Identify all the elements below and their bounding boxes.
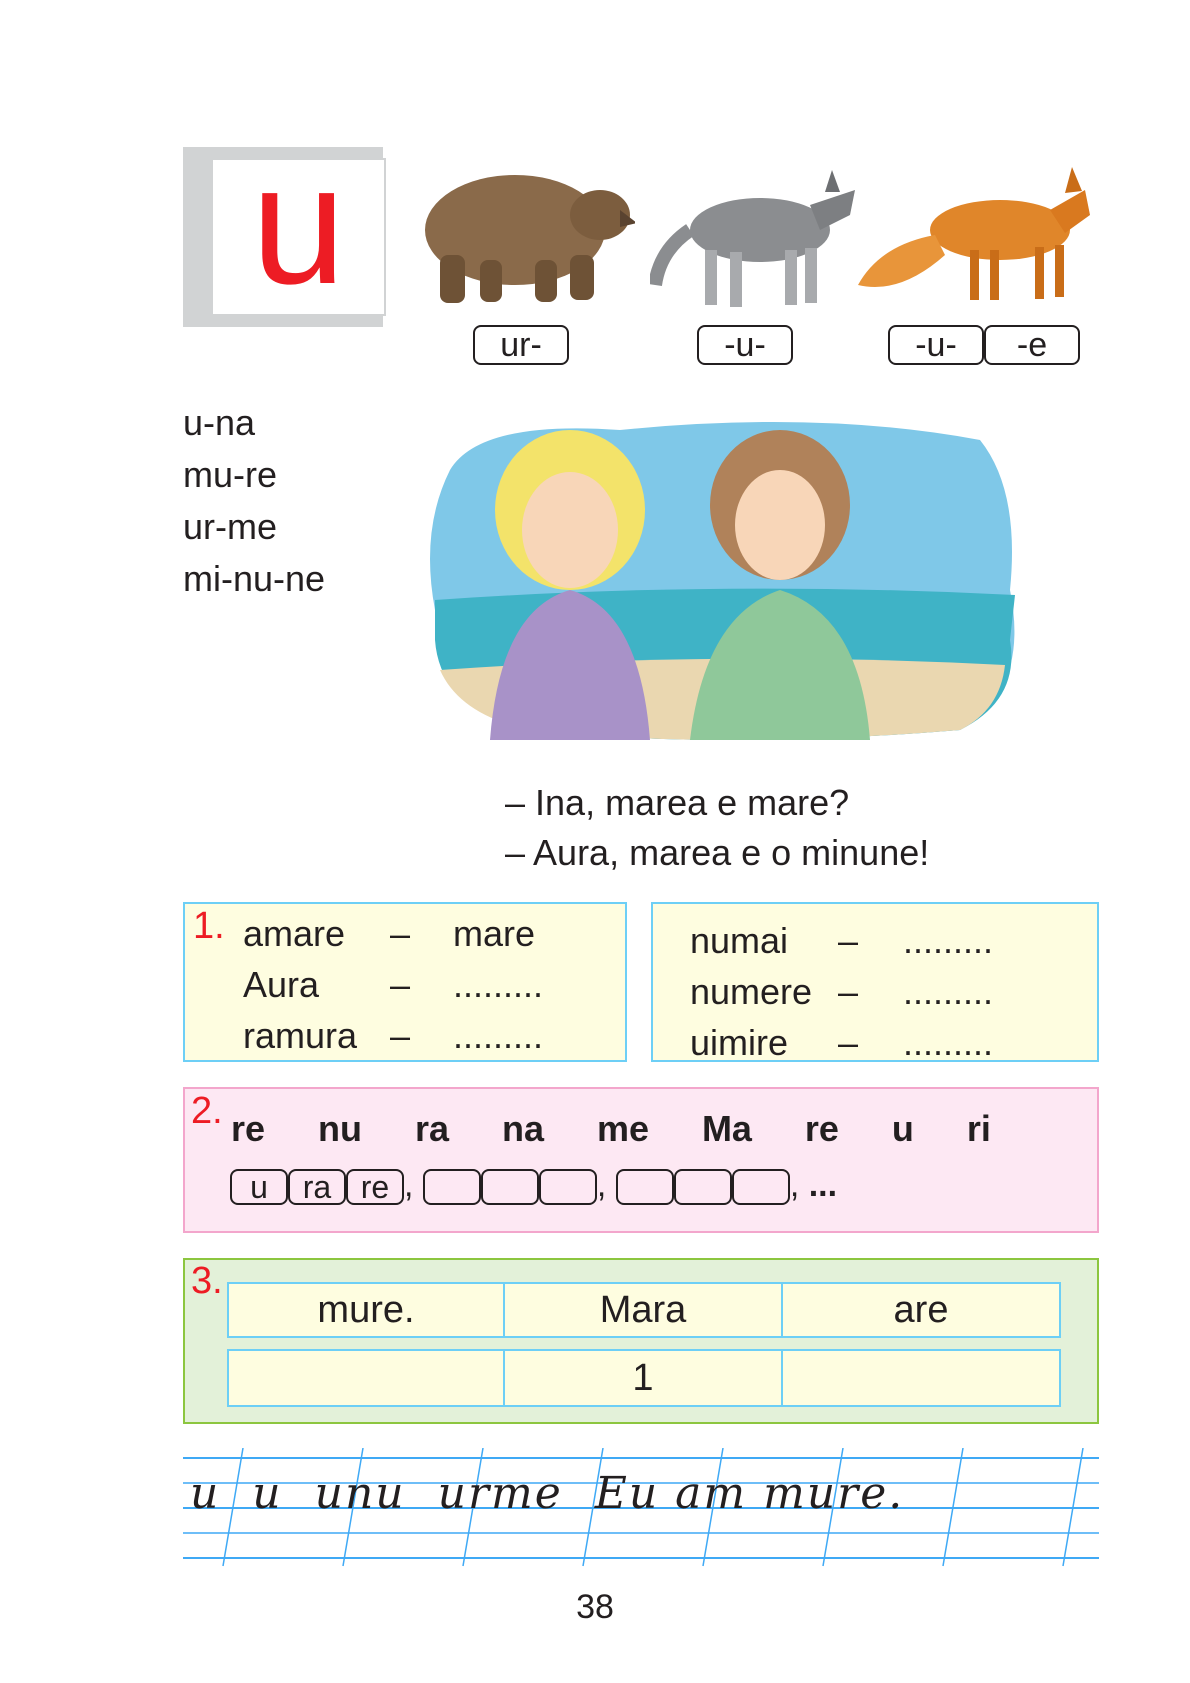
- syllable: re: [231, 1108, 266, 1149]
- ex1-dash: –: [390, 1015, 411, 1056]
- letter-u: u: [251, 130, 346, 320]
- bear-illustration: [415, 155, 635, 305]
- syllable: u: [891, 1108, 914, 1149]
- ex1-answer-blank: .........: [903, 1022, 994, 1063]
- page-number: 38: [576, 1588, 614, 1626]
- blank-slot[interactable]: [732, 1169, 790, 1205]
- ex1-answer-blank: .........: [903, 971, 994, 1012]
- word-building-row: [230, 1166, 837, 1205]
- dialog-line: – Ina, marea e mare?: [505, 782, 850, 823]
- ex1-dash: –: [838, 1022, 859, 1063]
- ex1-dash: –: [838, 920, 859, 961]
- ex1-word: ramura: [243, 1015, 358, 1056]
- fox-illustration: [850, 155, 1100, 305]
- fox-syllable-box-2: -e: [984, 325, 1080, 365]
- syllable: na: [501, 1108, 544, 1149]
- exercise-1-number: 1.: [193, 905, 225, 947]
- wolf-illustration: [650, 160, 860, 310]
- ex1-dash: –: [390, 964, 411, 1005]
- order-cell[interactable]: [781, 1349, 1061, 1407]
- word-cell: are: [781, 1282, 1061, 1338]
- ex1-answer-blank: .........: [453, 964, 544, 1005]
- syllable: ra: [414, 1108, 449, 1149]
- syllable: me: [596, 1108, 649, 1149]
- comma: ,: [596, 1166, 607, 1204]
- blank-slot[interactable]: [674, 1169, 732, 1205]
- comma: ,: [404, 1166, 414, 1204]
- ex1-dash: –: [838, 971, 859, 1012]
- ex1-word: numere: [690, 971, 813, 1012]
- syllable: Ma: [701, 1108, 752, 1149]
- blank-slot[interactable]: [481, 1169, 539, 1205]
- list-item: ur-me: [183, 506, 278, 547]
- list-item: mu-re: [183, 454, 278, 495]
- ex1-word: amare: [243, 913, 346, 954]
- blank-slot[interactable]: [539, 1169, 597, 1205]
- word-cell: Mara: [503, 1282, 783, 1338]
- exercise-2-number: 2.: [191, 1090, 223, 1132]
- ellipsis: ...: [808, 1166, 838, 1204]
- ex1-word: Aura: [243, 964, 320, 1005]
- order-cell[interactable]: 1: [503, 1349, 783, 1407]
- syllable: re: [804, 1108, 839, 1149]
- example-slot: ra: [288, 1169, 346, 1205]
- beach-girls-illustration: [420, 410, 1030, 745]
- blank-slot[interactable]: [423, 1169, 481, 1205]
- syllable-row: [231, 1108, 991, 1150]
- syllable: nu: [318, 1108, 362, 1149]
- ex1-answer-blank: .........: [453, 1015, 544, 1056]
- example-slot: u: [230, 1169, 288, 1205]
- ex1-word: uimire: [690, 1022, 789, 1063]
- wolf-syllable-box: -u-: [697, 325, 793, 365]
- word-cell: mure.: [227, 1282, 505, 1338]
- ex1-answer-blank: .........: [903, 920, 994, 961]
- dialog-line: – Aura, marea e o minune!: [505, 832, 930, 873]
- ex1-dash: –: [390, 913, 411, 954]
- handwriting-sample: u u unu urme Eu am mure.: [190, 1468, 905, 1519]
- comma: ,: [789, 1166, 800, 1204]
- order-cell[interactable]: [227, 1349, 505, 1407]
- fox-syllable-box-1: -u-: [888, 325, 984, 365]
- syllable: ri: [966, 1108, 991, 1149]
- dialog: [505, 778, 929, 878]
- bear-syllable-box: ur-: [473, 325, 569, 365]
- example-slot: re: [346, 1169, 404, 1205]
- blank-slot[interactable]: [616, 1169, 674, 1205]
- list-item: mi-nu-ne: [183, 558, 326, 599]
- ex1-answer: mare: [453, 913, 536, 954]
- ex1-word: numai: [690, 920, 789, 961]
- exercise-3-number: 3.: [191, 1260, 223, 1302]
- list-item: u-na: [183, 402, 256, 443]
- syllable-list: [183, 397, 325, 605]
